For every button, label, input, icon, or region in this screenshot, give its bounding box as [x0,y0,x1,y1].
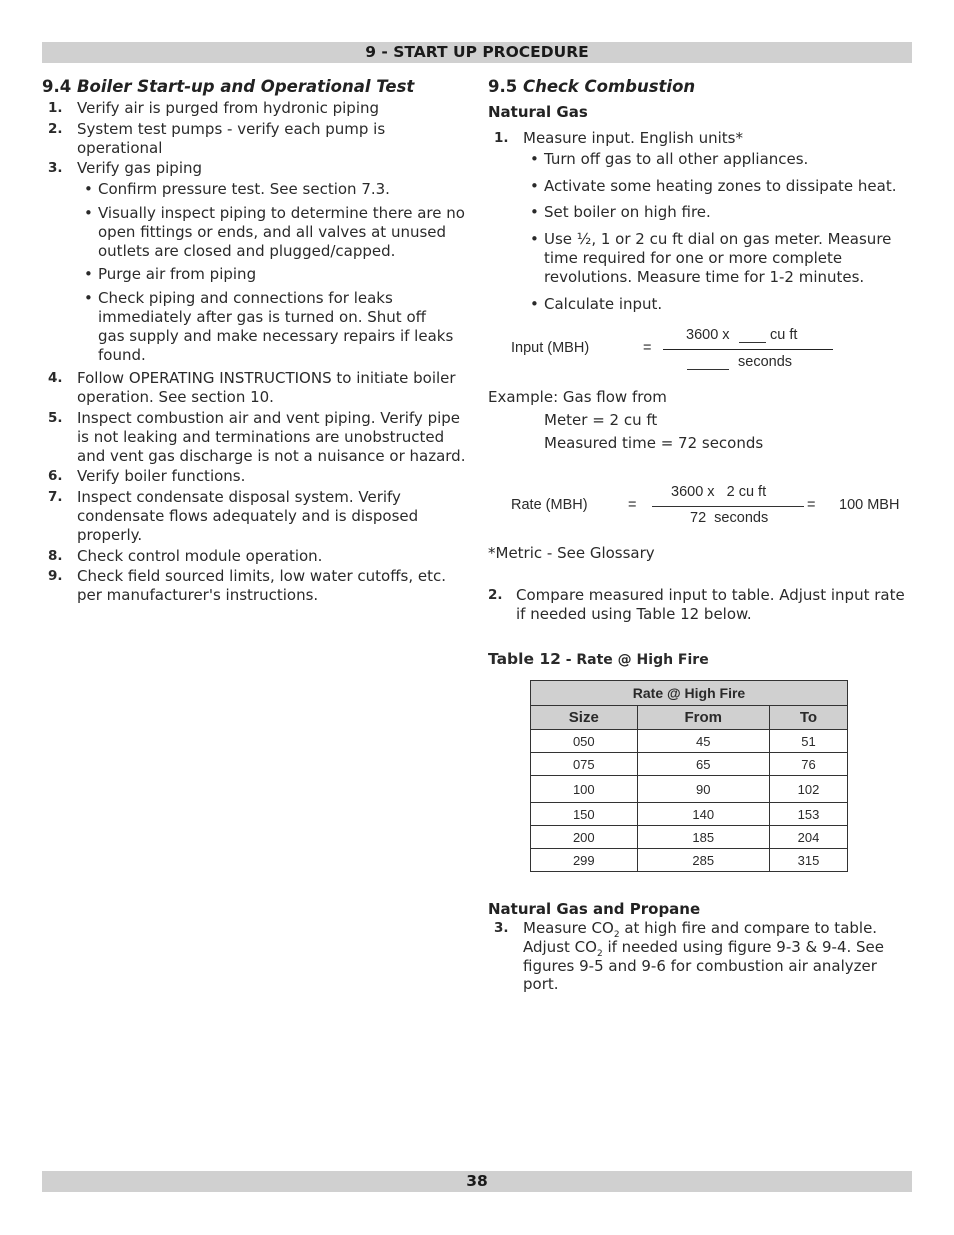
bullet-text: • Confirm pressure test. See section 7.3. [98,180,390,199]
step-number: 9. [48,568,63,585]
bullet-text: time required for one or more complete [544,248,843,267]
table-caption [488,650,709,668]
footer-bar [42,1171,912,1192]
table-row [531,803,848,826]
measure-input-bullets [523,150,908,314]
rate-fraction-bar [652,506,804,507]
table-cell: 100 [531,776,638,803]
column-header-size: Size [531,706,638,730]
combustion-step-2 [488,586,918,626]
step-text: Check field sourced limits, low water cutoffs, etc. [77,567,447,586]
step-text: Verify air is purged from hydronic piping [77,99,380,117]
rate-formula-equals-2: = [807,497,816,513]
table-cell: 76 [769,753,847,776]
step-number: 3. [48,160,63,177]
table-cell: 90 [637,776,769,803]
bullet-item [523,150,908,169]
table-caption-label: Table 12 [488,650,561,668]
step-number: 5. [48,409,63,426]
step-number: 1. [494,130,509,146]
table-cell: 204 [769,826,847,849]
step-text [523,938,908,957]
table-header-row [531,706,848,730]
rate-formula-label: Rate (MBH) [511,497,588,513]
bullet-item [77,180,472,199]
bullet-item [523,295,908,314]
step-text-part: at high fire and compare to table. [619,919,878,937]
section-number: 9.4 [42,77,72,96]
list-item [42,120,472,158]
startup-steps-list [42,99,472,607]
denominator-blank-line [687,369,729,370]
step-number: 4. [48,370,63,387]
table-row [531,826,848,849]
step-text: Inspect condensate disposal system. Verify [77,488,401,507]
step-text: Inspect combustion air and vent piping. Verify pipe [77,408,461,427]
rate-formula-result: 100 MBH [839,497,900,513]
table-row [531,730,848,753]
bullet-item [523,203,908,222]
table-cell: 150 [531,803,638,826]
step-text: Follow OPERATING INSTRUCTIONS to initiate boiler [77,369,456,388]
table-cell: 315 [769,849,847,872]
input-formula-label: Input (MBH) [511,340,590,356]
table-cell: 200 [531,826,638,849]
bullet-text: • Use ½, 1 or 2 cu ft dial on gas meter. Measure [544,230,892,249]
step-text: is not leaking and terminations are unobstructed [77,427,445,446]
step-text [523,919,908,938]
step-number: 6. [48,468,63,485]
table-cell: 075 [531,753,638,776]
table-row [531,753,848,776]
bullet-text: immediately after gas is turned on. Shut off [98,307,426,326]
table-cell: 285 [637,849,769,872]
bullet-text: • Calculate input. [544,294,663,313]
co2-text: Measure CO [523,919,614,937]
list-item [488,919,908,994]
example-meter: Meter = 2 cu ft [544,411,658,429]
combustion-step-1 [488,129,908,318]
section-9-5-heading [488,77,695,96]
step-text: properly. [77,525,143,544]
example-intro: Example: Gas flow from [488,388,667,406]
list-item [42,547,472,566]
list-item [42,369,472,407]
list-item [42,488,472,544]
table-cell: 299 [531,849,638,872]
list-item [42,467,472,486]
step-text: and vent gas discharge is not a nuisance or hazard. [77,446,466,465]
table-cell: 45 [637,730,769,753]
bullet-item [77,204,472,260]
step-text: operational [77,138,163,157]
step-text: if needed using Table 12 below. [516,604,752,623]
step-text: figures 9-5 and 9-6 for combustion air analyzer [523,956,877,975]
page-number: 38 [466,1172,488,1190]
step-text: Compare measured input to table. Adjust input rate [516,586,905,604]
step-number: 2. [48,120,63,137]
step-text: Verify gas piping [77,159,203,178]
list-item [488,586,918,624]
table-cell: 65 [637,753,769,776]
step-number: 1. [48,100,63,116]
step-text: System test pumps - verify each pump is [77,119,386,138]
step-text: port. [523,975,559,994]
step-text: condensate flows adequately and is disposed [77,506,419,525]
bullet-item [77,289,472,364]
table-row [531,776,848,803]
gas-piping-bullets [77,180,472,364]
list-item [42,99,472,118]
step-text-part: if needed using figure 9-3 & 9-4. See [602,937,885,956]
bullet-text: found. [98,345,146,364]
table-cell: 050 [531,730,638,753]
natural-gas-heading: Natural Gas [488,103,588,121]
example-time: Measured time = 72 seconds [544,434,764,452]
bullet-text: revolutions. Measure time for 1-2 minutes. [544,267,865,286]
bullet-text: gas supply and make necessary repairs if leaks [98,326,454,345]
list-item [42,567,472,605]
table-cell: 102 [769,776,847,803]
numerator-blank-line [739,342,766,343]
step-number: 7. [48,489,63,506]
rate-table-caption: Rate @ High Fire [531,681,848,706]
input-fraction-bar [663,349,833,350]
combustion-step-3 [488,919,908,996]
section-title-text: Boiler Start-up and Operational Test [76,77,415,96]
step-text: Measure input. English units* [523,129,743,147]
step-number: 3. [494,920,509,936]
subscript: 2 [596,948,603,959]
column-header-to: To [769,706,847,730]
bullet-text: outlets are closed and plugged/capped. [98,241,396,260]
list-item [488,129,908,313]
bullet-item [523,177,908,196]
step-text: Verify boiler functions. [77,467,246,486]
table-cell: 140 [637,803,769,826]
co2-text: Adjust CO [523,937,597,956]
table-cell: 185 [637,826,769,849]
section-number: 9.5 [488,77,518,96]
section-title-text: Check Combustion [522,77,696,96]
input-formula-numerator-prefix: 3600 x [686,327,730,343]
table-caption-row [531,681,848,706]
metric-note: *Metric - See Glossary [488,544,655,562]
step-text: per manufacturer's instructions. [77,586,319,605]
rate-formula-denominator: 72 seconds [690,510,769,526]
propane-heading: Natural Gas and Propane [488,900,701,918]
bullet-text: • Check piping and connections for leaks [98,289,393,308]
step-text: operation. See section 10. [77,388,274,407]
rate-formula-equals: = [628,497,637,513]
step-number: 8. [48,547,63,564]
table-caption-title: - Rate @ High Fire [565,652,709,668]
table-cell: 153 [769,803,847,826]
section-title: 9 - START UP PROCEDURE [365,43,589,61]
bullet-text: open fittings or ends, and all valves at unused [98,222,447,241]
input-formula-denominator: seconds [738,354,793,370]
bullet-item [523,230,908,286]
list-item [42,159,472,364]
subscript: 2 [613,930,620,940]
bullet-text: • Set boiler on high fire. [544,203,711,222]
list-item [42,409,472,465]
rate-formula-numerator: 3600 x 2 cu ft [671,484,767,500]
bullet-text: • Purge air from piping [98,265,257,284]
bullet-text: • Activate some heating zones to dissipate heat. [544,176,897,195]
bullet-item [77,265,472,284]
step-number: 2. [488,587,503,603]
section-header-bar [42,42,912,63]
section-9-4-heading [42,77,414,96]
table-cell: 51 [769,730,847,753]
bullet-text: • Turn off gas to all other appliances. [544,149,809,168]
step-text: Check control module operation. [77,546,323,565]
input-formula-numerator-suffix: cu ft [770,327,798,343]
rate-table [530,680,848,872]
column-header-from: From [637,706,769,730]
table-row [531,849,848,872]
input-formula-equals: = [643,340,652,356]
bullet-text: • Visually inspect piping to determine there are no [98,203,465,222]
